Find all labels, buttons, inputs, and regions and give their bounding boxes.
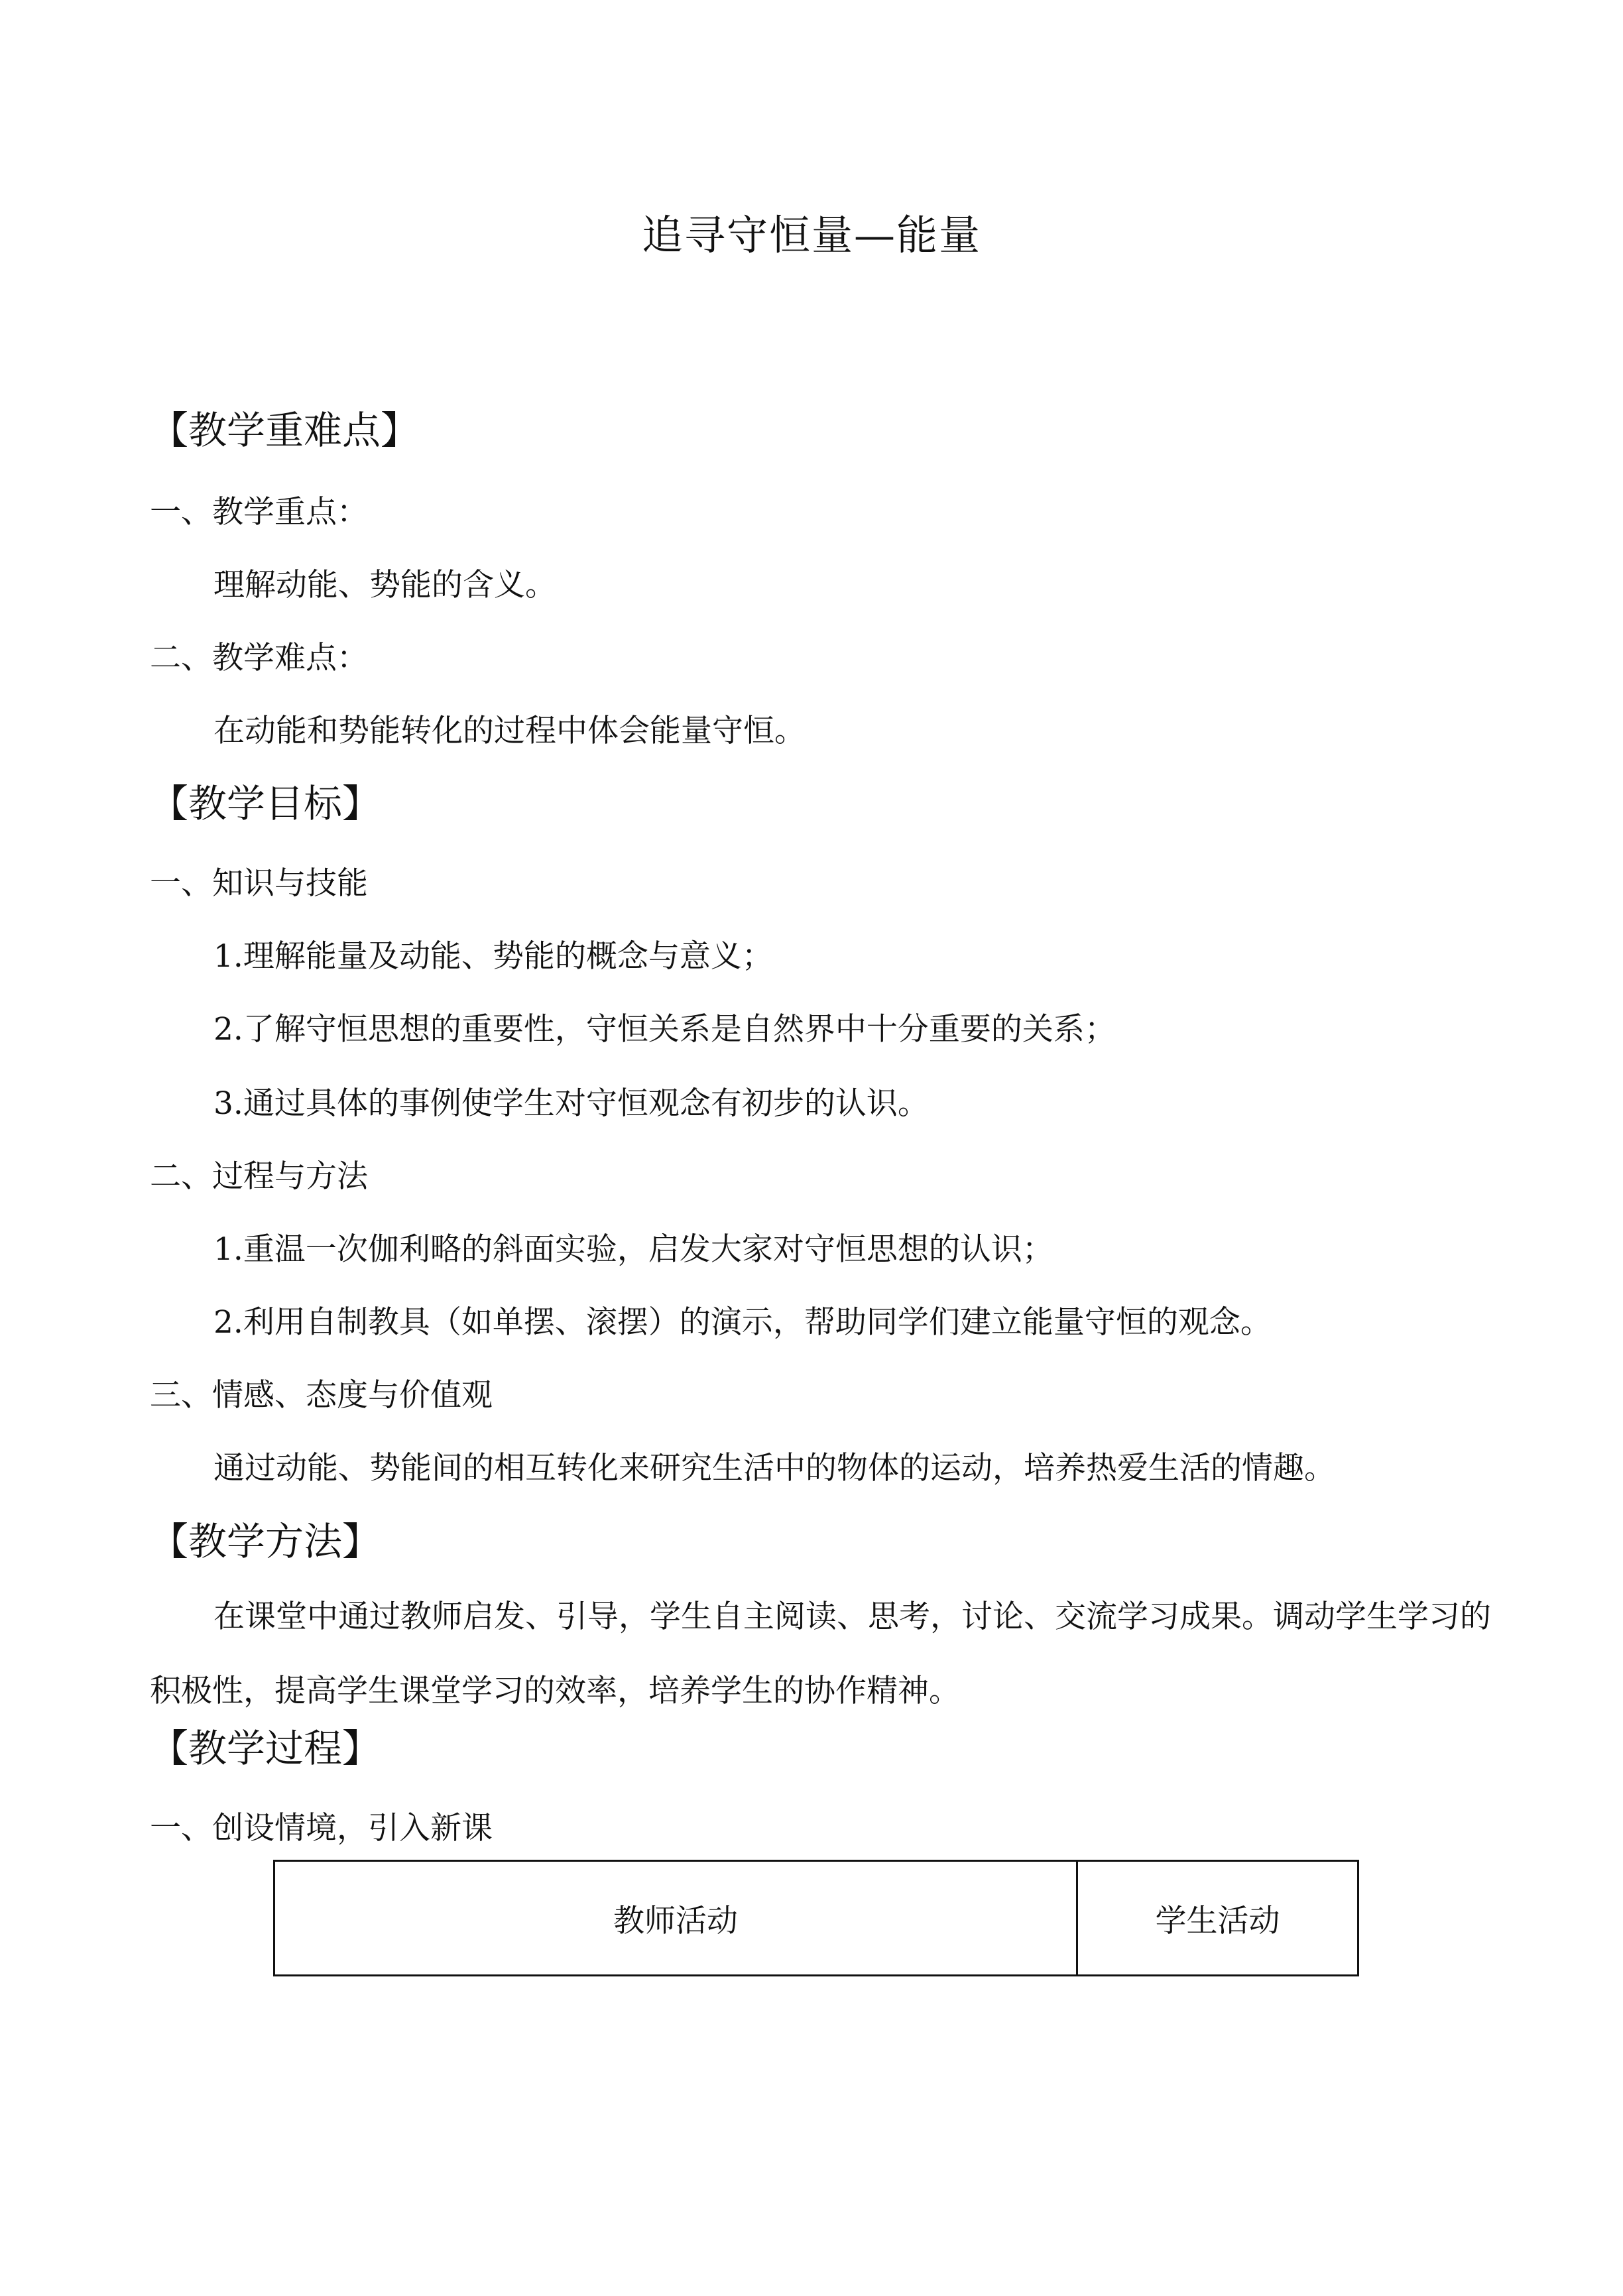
knowledge-label: 一、知识与技能 (150, 865, 368, 902)
heading-difficulty: 【教学重难点】 (150, 408, 420, 453)
method-text: 在课堂中通过教师启发、引导，学生自主阅读、思考，讨论、交流学习成果。调动学生学习的积极性，提高学生课堂学习的效率，培养学生的协作精神。 (150, 1599, 1491, 1709)
emotion-text: 通过动能、势能间的相互转化来研究生活中的物体的运动，培养热爱生活的情趣。 (213, 1450, 1335, 1486)
student-activity-header: 学生活动 (1077, 1861, 1358, 1976)
activity-table (273, 1860, 1359, 1976)
document-title: 追寻守恒量—能量 (641, 211, 981, 259)
difficult-point-label: 二、教学难点： (150, 640, 368, 676)
heading-goals: 【教学目标】 (150, 781, 381, 826)
process-step1-label: 一、创设情境，引入新课 (150, 1810, 493, 1846)
heading-method: 【教学方法】 (150, 1519, 381, 1564)
process-method-label: 二、过程与方法 (150, 1158, 368, 1195)
process-method-item: 1.重温一次伽利略的斜面实验，启发大家对守恒思想的认识； (213, 1231, 1053, 1268)
knowledge-item: 3.通过具体的事例使学生对守恒观念有初步的认识。 (213, 1085, 929, 1122)
knowledge-item: 2.了解守恒思想的重要性，守恒关系是自然界中十分重要的关系； (213, 1011, 1116, 1048)
key-point-text: 理解动能、势能的含义。 (213, 567, 556, 603)
knowledge-item: 1.理解能量及动能、势能的概念与意义； (213, 938, 773, 975)
table-header-row (274, 1861, 1358, 1976)
teacher-activity-header: 教师活动 (274, 1861, 1077, 1976)
process-method-item: 2.利用自制教具（如单摆、滚摆）的演示，帮助同学们建立能量守恒的观念。 (213, 1304, 1272, 1341)
heading-process: 【教学过程】 (150, 1726, 381, 1771)
emotion-label: 三、情感、态度与价值观 (150, 1377, 493, 1414)
key-point-label: 一、教学重点： (150, 494, 368, 530)
difficult-point-text: 在动能和势能转化的过程中体会能量守恒。 (213, 713, 806, 749)
